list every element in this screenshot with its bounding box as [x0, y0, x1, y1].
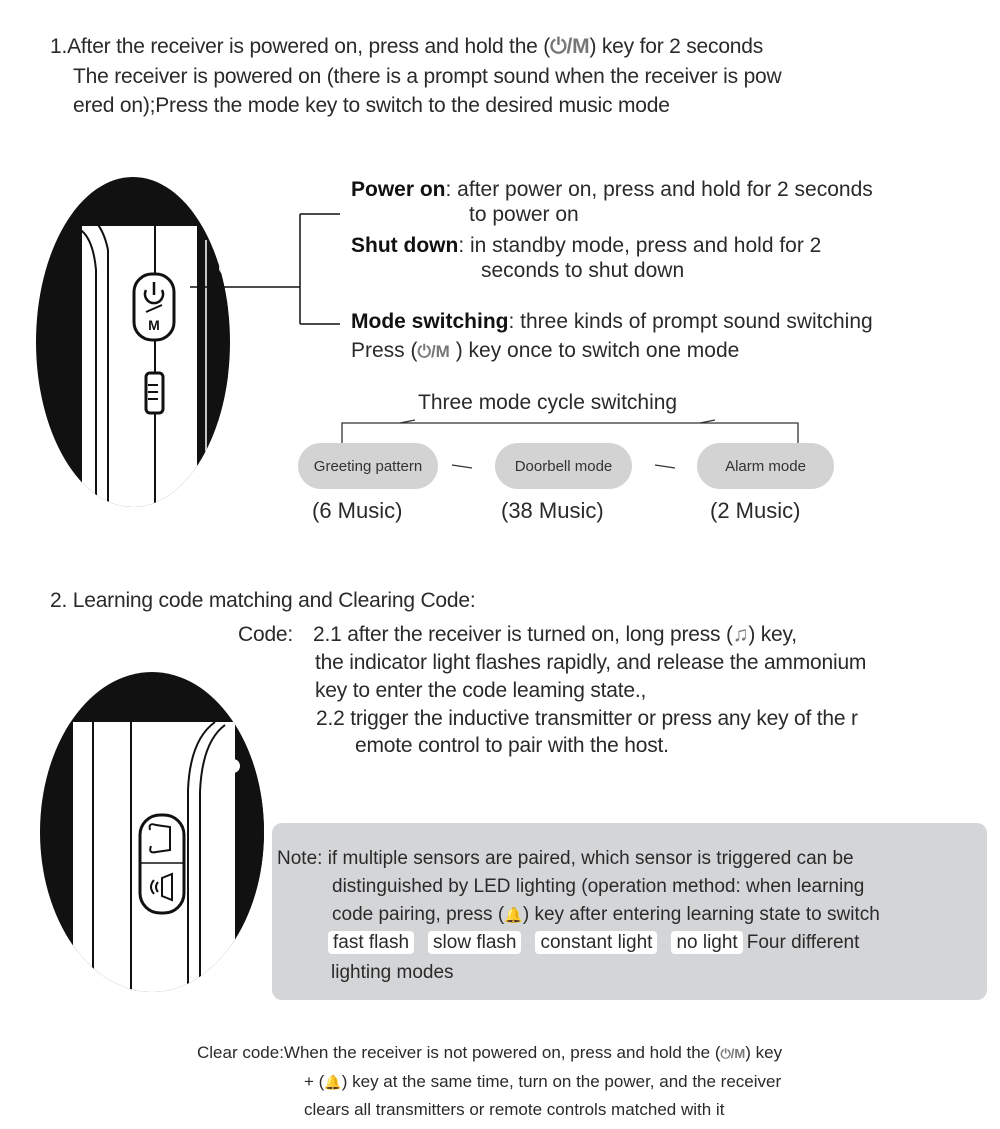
arrow-right-icon — [655, 465, 675, 468]
mode-press-line — [351, 339, 739, 363]
mode-switching-callout — [351, 310, 873, 334]
section2-title: 2. Learning code matching and Clearing Code: — [50, 589, 476, 612]
code-label: Code: — [238, 623, 294, 646]
power-on-text: : after power on, press and hold for 2 seconds — [445, 178, 873, 201]
mode-switching-text: : three kinds of prompt sound switching — [508, 310, 873, 333]
lighting-mode-no-light: no light — [671, 931, 742, 954]
clear-line1-post: ) key — [745, 1043, 783, 1062]
section1-line2: The receiver is powered on (there is a prompt sound when the receiver is pow — [73, 65, 782, 88]
music-count-greeting: (6 Music) — [312, 498, 403, 523]
note-line1: Note: if multiple sensors are paired, which sensor is triggered can be — [277, 848, 854, 869]
code-line2: the indicator light flashes rapidly, and release the ammonium — [315, 651, 867, 674]
section1-line1-end: ) key for 2 seconds — [589, 35, 764, 58]
section1-line1-text: 1.After the receiver is powered on, press and hold the ( — [50, 35, 551, 58]
note-line3 — [332, 904, 880, 926]
section1-line1 — [50, 35, 763, 59]
mode-pill-alarm: Alarm mode — [697, 443, 834, 489]
power-mode-key-icon: ⏻/M — [550, 35, 590, 58]
note-line3-post: ) key after entering learning state to switch — [522, 904, 880, 925]
speaker-key-icon: 🔔 — [324, 1074, 342, 1090]
note-line4 — [328, 932, 859, 954]
lighting-mode-slow-flash: slow flash — [428, 931, 521, 954]
power-on-label: Power on — [351, 178, 446, 201]
lighting-mode-constant-light: constant light — [535, 931, 657, 954]
music-count-doorbell: (38 Music) — [501, 498, 604, 523]
clear-line2 — [304, 1072, 781, 1092]
code-line5: emote control to pair with the host. — [355, 734, 669, 757]
clear-line1-pre: Clear code:When the receiver is not powered on, press and hold the ( — [197, 1043, 721, 1062]
cycle-title: Three mode cycle switching — [418, 391, 678, 414]
code-line4: 2.2 trigger the inductive transmitter or press any key of the r — [316, 707, 858, 730]
clear-line2-pre: + ( — [304, 1072, 325, 1091]
code-line3: key to enter the code leaming state., — [315, 679, 647, 702]
clear-line1 — [197, 1043, 782, 1063]
mode-icon: M — [148, 317, 160, 333]
arrow-right-icon — [452, 465, 472, 468]
code-line1-pre: 2.1 after the receiver is turned on, long press ( — [313, 623, 733, 646]
lighting-mode-fast-flash: fast flash — [328, 931, 414, 954]
shut-down-text: : in standby mode, press and hold for 2 — [458, 234, 822, 257]
note-line3-pre: code pairing, press ( — [332, 904, 505, 925]
clear-line3: clears all transmitters or remote controls matched with it — [304, 1100, 725, 1119]
power-mode-key-icon: ⏻/M — [417, 342, 450, 361]
shut-down-label: Shut down — [351, 234, 459, 257]
clear-line2-post: ) key at the same time, turn on the power, and the receiver — [341, 1072, 782, 1091]
shut-down-text2: seconds to shut down — [481, 259, 685, 282]
music-note-key-icon: ♫ — [732, 623, 749, 646]
receiver-code-key-illustration — [30, 670, 270, 1000]
mode-press-pre: Press ( — [351, 339, 418, 362]
power-on-text2: to power on — [469, 203, 579, 226]
note-line5: lighting modes — [331, 962, 454, 983]
code-line1 — [313, 623, 797, 647]
power-on-callout — [351, 178, 873, 202]
code-line1-post: ) key, — [748, 623, 797, 646]
code-mode-button — [140, 815, 184, 913]
speaker-key-icon: 🔔 — [504, 907, 523, 924]
mode-pill-doorbell: Doorbell mode — [495, 443, 632, 489]
section1-line3: ered on);Press the mode key to switch to the desired music mode — [73, 94, 670, 117]
mode-press-post: ) key once to switch one mode — [449, 339, 740, 362]
note-line2: distinguished by LED lighting (operation method: when learning — [332, 876, 865, 897]
mode-pill-greeting: Greeting pattern — [298, 443, 438, 489]
mode-switching-label: Mode switching — [351, 310, 509, 333]
power-mode-key-icon: ⏻/M — [720, 1046, 746, 1061]
music-count-alarm: (2 Music) — [710, 498, 801, 523]
shut-down-callout — [351, 234, 821, 258]
note-line4-post: Four different — [746, 932, 860, 953]
